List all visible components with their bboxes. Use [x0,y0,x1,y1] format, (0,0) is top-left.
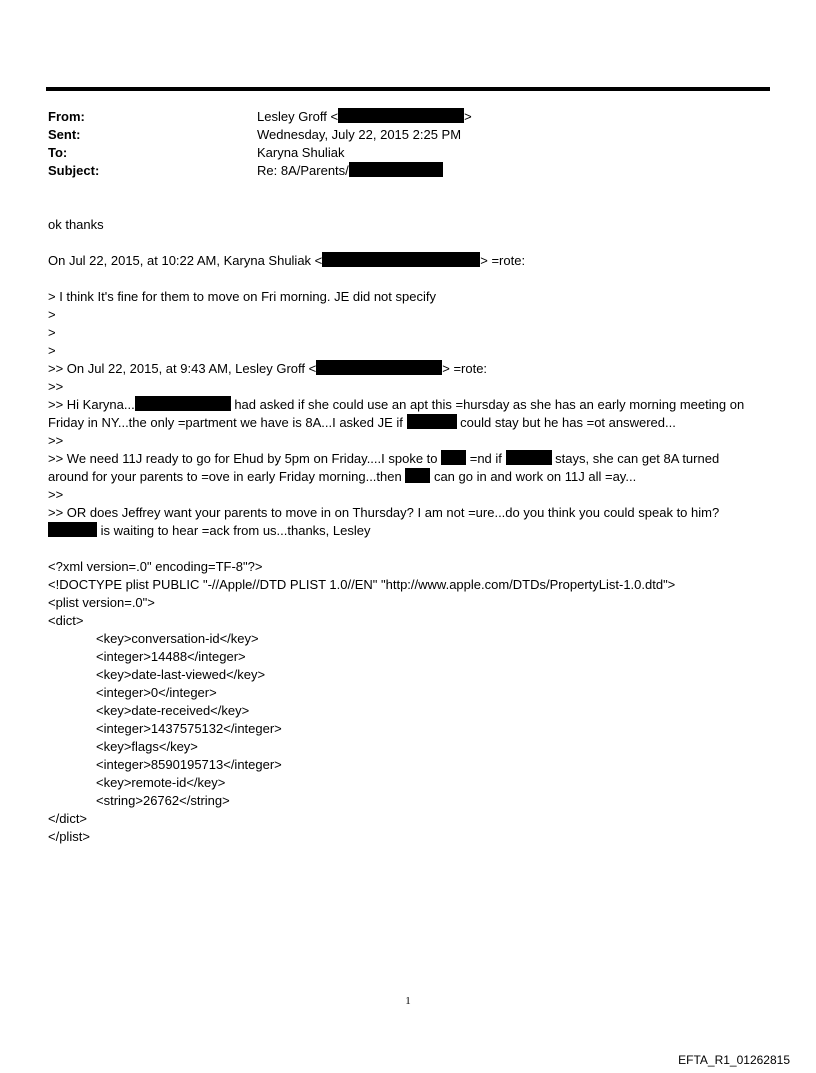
plist-open: <plist version=.0"> [48,595,155,610]
sent-value: Wednesday, July 22, 2015 2:25 PM [257,127,462,142]
plist-entry: <integer>1437575132</integer> [96,721,282,736]
redaction-box [405,468,430,483]
quote1-intro-rote: > =rote: [480,253,526,268]
text-segment: can go in and work on 11J all =ay... [430,469,637,484]
redaction-box [441,450,466,465]
quote1-intro-text: On Jul 22, 2015, at 10:22 AM, Karyna Shuliak < [48,253,323,268]
quote2-intro-text: >> On Jul 22, 2015, at 9:43 AM, Lesley Groff < [48,361,317,376]
redaction-box [48,522,97,537]
redaction-box [316,360,442,375]
subject-value [257,162,443,180]
text-segment: >> We need 11J ready to go for Ehud by 5pm on Friday....I spoke to [48,451,442,466]
header-rule [46,87,770,91]
quote2-line [48,522,788,540]
text-segment: =nd if [466,451,506,466]
from-row [48,108,768,126]
email-header [48,108,768,180]
text-segment: could stay but he has =ot answered... [456,415,676,430]
quote2-line [48,468,788,486]
quote-marker: > [48,343,56,358]
quote-marker: > [48,307,56,322]
redaction-box [322,252,480,267]
text-segment: >> Hi Karyna... [48,397,135,412]
plist-close: </plist> [48,829,90,844]
document-id: EFTA_R1_01262815 [678,1053,790,1067]
plist-dict-close: </dict> [48,811,88,826]
from-label: From: [48,109,85,124]
plist-entry: <key>conversation-id</key> [96,631,259,646]
text-segment: is waiting to hear =ack from us...thanks, Lesley [97,523,371,538]
plist-dict-open: <dict> [48,613,84,628]
to-label: To: [48,145,68,160]
from-value [257,108,472,126]
plist-doctype: <!DOCTYPE plist PUBLIC "-//Apple//DTD PLIST 1.0//EN" "http://www.apple.com/DTDs/PropertyList-1.0.dtd"> [48,577,676,592]
redaction-box [407,414,457,429]
quote2-line [48,396,788,414]
plist-entry: <key>flags</key> [96,739,198,754]
plist-entry: <integer>8590195713</integer> [96,757,282,772]
email-body [48,216,788,846]
plist-entry: <key>date-last-viewed</key> [96,667,266,682]
reply-text: ok thanks [48,217,104,232]
quote2-line [48,414,788,432]
quote-marker: >> [48,487,64,502]
quote2-line: >> OR does Jeffrey want your parents to move in on Thursday? I am not =ure...do you think you could speak to him? [48,505,720,520]
from-name: Lesley Groff < [257,109,339,124]
text-segment: had asked if she could use an apt this =hursday as she has an early morning meeting on [230,397,745,412]
to-row [48,144,768,162]
redaction-box [349,162,443,177]
quote2-intro [48,360,788,378]
page-number: 1 [405,995,411,1007]
subject-row [48,162,768,180]
spacer [48,270,788,288]
quote-marker: >> [48,379,64,394]
quote2-line [48,450,788,468]
sent-label: Sent: [48,127,81,142]
plist-xml-decl: <?xml version=.0" encoding=TF-8"?> [48,559,263,574]
quote1-line: > I think It's fine for them to move on Fri morning. JE did not specify [48,289,436,304]
quote1-intro [48,252,788,270]
to-value: Karyna Shuliak [257,145,345,160]
from-close: > [464,109,472,124]
text-segment: around for your parents to =ove in early Friday morning...then [48,469,406,484]
text-segment: stays, she can get 8A turned [551,451,720,466]
redaction-box [338,108,464,123]
redaction-box [506,450,552,465]
sent-row [48,126,768,144]
subject-text: Re: 8A/Parents/ [257,163,349,178]
plist-entry: <integer>0</integer> [96,685,217,700]
spacer [48,540,788,558]
redaction-box [135,396,231,411]
plist-entry: <key>date-received</key> [96,703,250,718]
plist-entry: <integer>14488</integer> [96,649,246,664]
plist-entry: <key>remote-id</key> [96,775,226,790]
spacer [48,234,788,252]
quote2-intro-rote: > =rote: [442,361,488,376]
quote-marker: > [48,325,56,340]
quote-marker: >> [48,433,64,448]
plist-entry: <string>26762</string> [96,793,230,808]
subject-label: Subject: [48,163,100,178]
text-segment: Friday in NY...the only =partment we have is 8A...I asked JE if [48,415,407,430]
